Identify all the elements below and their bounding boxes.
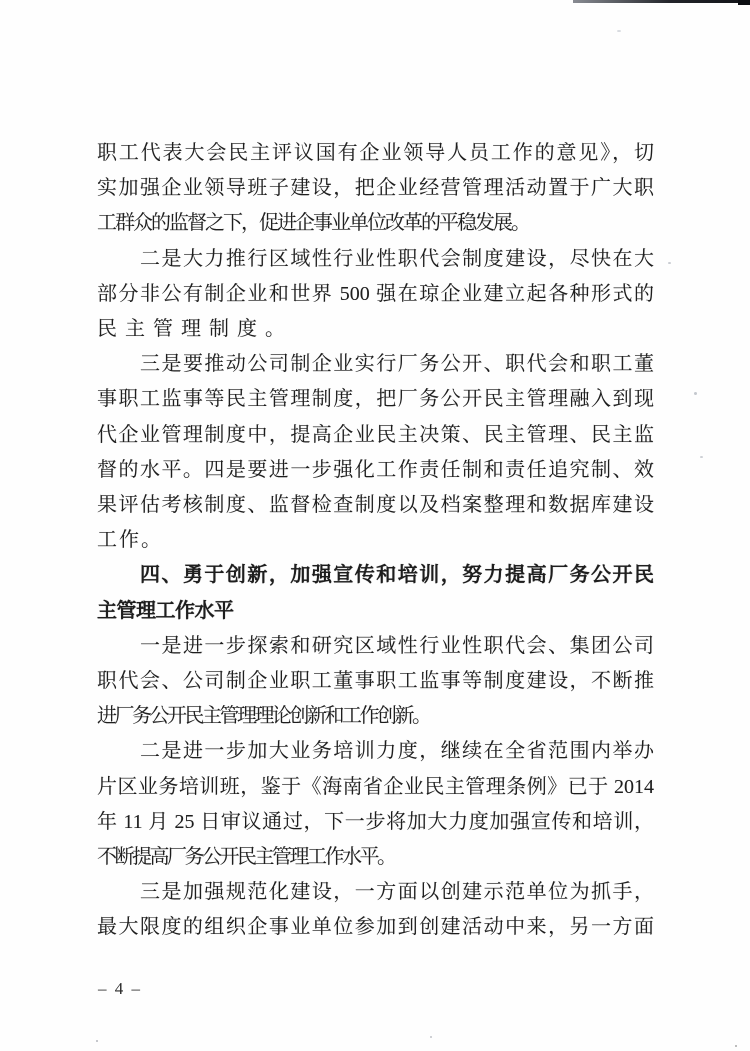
text-line: 最大限度的组织企事业单位参加到创建活动中来，另一方面 — [97, 916, 654, 939]
text-line: 部分非公有制企业和世界 500 强在琼企业建立起各种形式的 — [97, 282, 654, 305]
text-line: 果评估考核制度、监督检查制度以及档案整理和数据库建设 — [97, 494, 654, 517]
scan-speck — [735, 1045, 737, 1047]
text-line: 工群众的监督之下，促进企事业单位改革的平稳发展。 — [97, 212, 529, 235]
text-line: 职工代表大会民主评议国有企业领导人员工作的意见》，切 — [97, 142, 654, 164]
scan-speck — [96, 1040, 98, 1042]
heading-line: 主管理工作水平 — [97, 599, 234, 622]
heading-line: 四、勇于创新，加强宣传和培训，努力提高厂务公开民 — [140, 564, 654, 587]
text-line: 民主管理制度。 — [97, 318, 293, 341]
scan-speck — [700, 456, 703, 458]
text-line: 督的水平。四是要进一步强化工作责任制和责任追究制、效 — [97, 458, 654, 481]
text-line: 一是进一步探索和研究区域性行业性职代会、集团公司 — [140, 634, 654, 657]
scan-speck — [694, 392, 697, 395]
scan-speck — [617, 30, 621, 32]
text-line: 三是加强规范化建设，一方面以创建示范单位为抓手， — [140, 881, 654, 904]
text-line: 代企业管理制度中，提高企业民主决策、民主管理、民主监 — [97, 423, 654, 446]
text-line: 职代会、公司制企业职工董事职工监事等制度建设，不断推 — [97, 670, 654, 693]
scan-artifact-top-corner — [738, 0, 750, 5]
text-line: 工作。 — [97, 529, 163, 552]
document-text-block — [97, 136, 654, 946]
text-line: 二是进一步加大业务培训力度，继续在全省范围内举办 — [140, 740, 654, 763]
text-line: 年 11 月 25 日审议通过，下一步将加大力度加强宣传和培训， — [97, 810, 654, 833]
scan-speck — [430, 1036, 432, 1038]
page-number: – 4 – — [98, 979, 142, 998]
scan-speck — [668, 262, 671, 264]
scan-artifact-top-edge — [573, 0, 750, 3]
text-line: 三是要推动公司制企业实行厂务公开、职代会和职工董 — [140, 353, 654, 376]
text-line: 不断提高厂务公开民主管理工作水平。 — [97, 846, 395, 869]
text-line: 片区业务培训班，鉴于《海南省企业民主管理条例》已于 2014 — [97, 775, 654, 798]
text-line: 二是大力推行区域性行业性职代会制度建设，尽快在大 — [140, 247, 654, 270]
text-line: 实加强企业领导班子建设，把企业经营管理活动置于广大职 — [97, 177, 654, 200]
text-line: 事职工监事等民主管理制度，把厂务公开民主管理融入到现 — [97, 388, 654, 411]
text-line: 进厂务公开民主管理理论创新和工作创新。 — [97, 705, 430, 728]
